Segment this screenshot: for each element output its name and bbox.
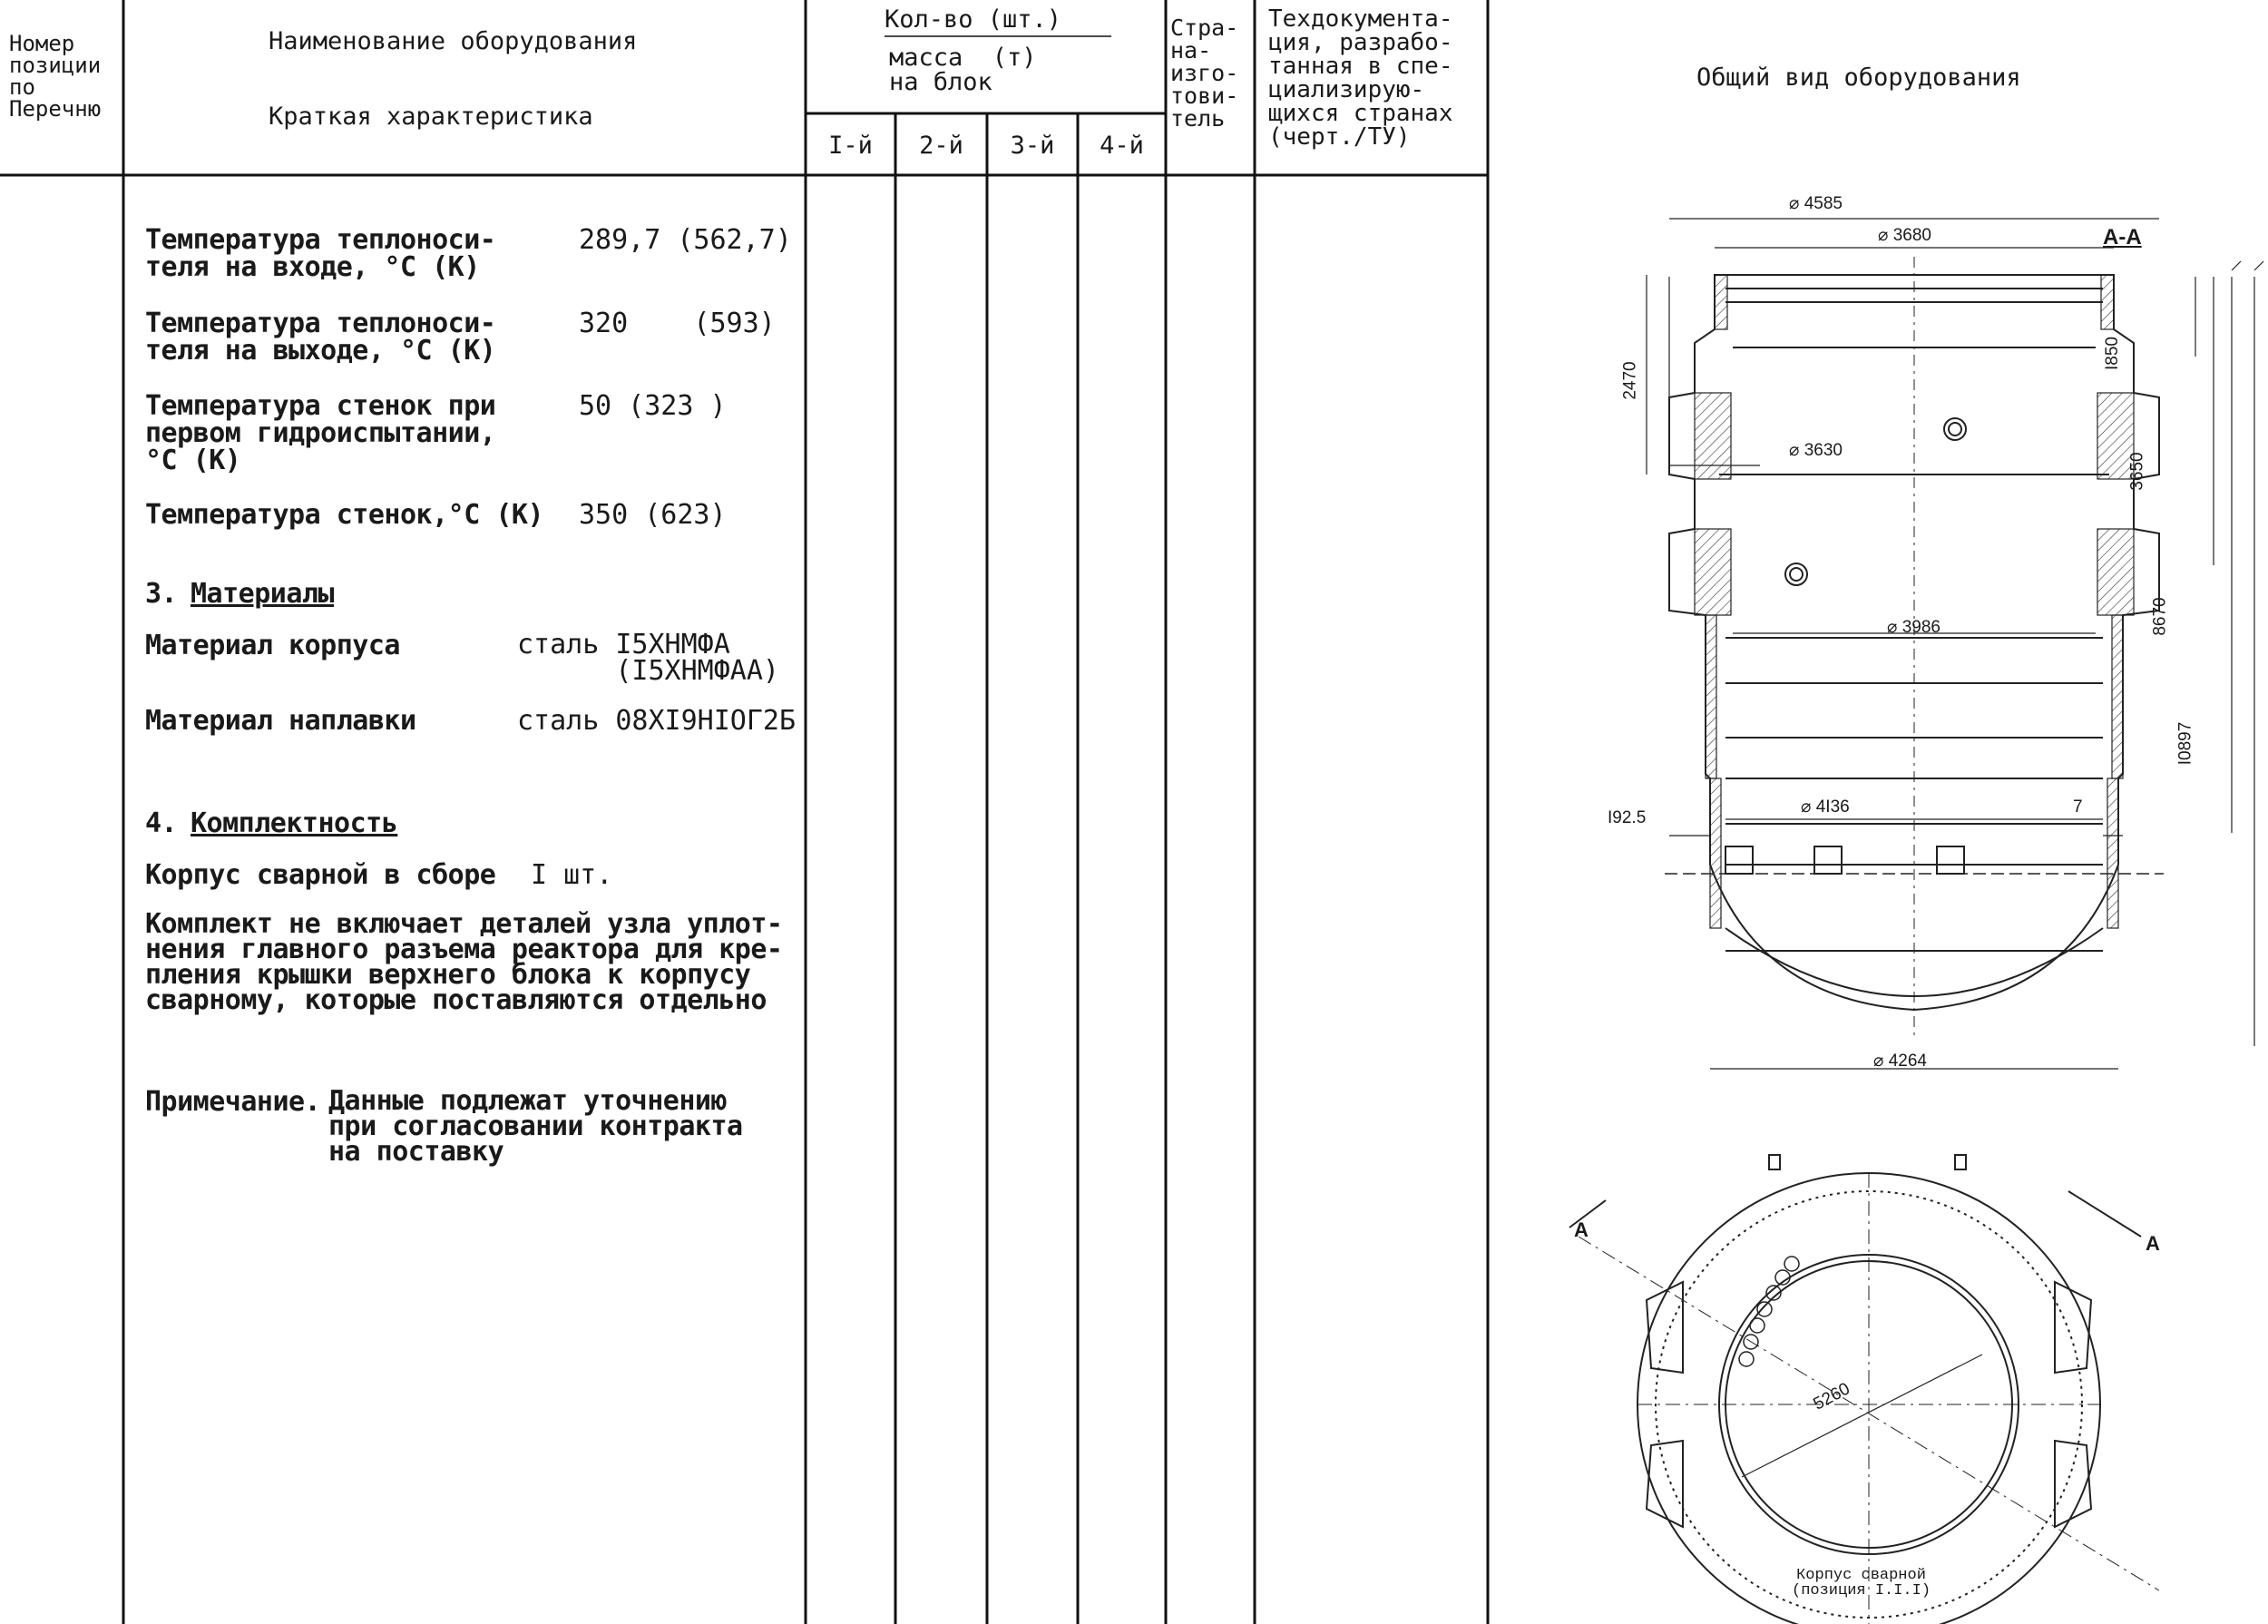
header-equipment-name: Наименование оборудования <box>269 27 638 55</box>
dim-d4136: ⌀ 4I36 <box>1801 797 1850 817</box>
section-label: A-A <box>2103 225 2142 249</box>
material-cladding-label: Материал наплавки <box>145 705 416 737</box>
spec-label-hydrotest-temp: Температура стенок при первом гидроиспытании, °C (K) <box>145 390 496 476</box>
remark-text: Данные подлежат уточнению при согласовании контракта на поставку <box>328 1085 743 1168</box>
material-body-label: Материал корпуса <box>145 630 400 661</box>
completeness-heading: Комплектность <box>191 807 398 839</box>
dim-d4264: ⌀ 4264 <box>1873 1052 1927 1071</box>
dim-r5260: 5260 <box>1810 1379 1853 1414</box>
cut-label-right: A <box>2146 1232 2160 1255</box>
material-cladding-value: сталь 08XI9HIOГ2Б <box>517 705 797 737</box>
header-unit-3: 3-й <box>1010 132 1055 160</box>
header-unit-1: I-й <box>828 132 873 160</box>
spec-label-outlet-temp: Температура теплоноси- теля на выходе, °C (K) <box>145 308 496 367</box>
materials-number: 3. <box>145 578 178 610</box>
spec-value-inlet-temp: 289,7 (562,7) <box>579 224 792 256</box>
drawing-caption: Корпус сварной (позиция I.I.I) <box>1792 1567 1931 1600</box>
dim-h3650: 3650 <box>2127 452 2147 491</box>
dim-d3680: ⌀ 3680 <box>1878 226 1931 245</box>
completeness-note: Комплект не включает деталей узла уплот- нения главного разъема реактора для кре- пления крышки верхнего блока к корпусу сварному, которые поставляются отдельно <box>145 908 783 1016</box>
material-body-value: сталь I5XHMФA (I5XHMФAA) <box>517 629 779 687</box>
header-brief-characteristic: Краткая характеристика <box>269 103 593 131</box>
dim-w7: 7 <box>2073 797 2083 817</box>
dim-h10897: I0897 <box>2175 721 2195 766</box>
spec-label-inlet-temp: Температура теплоноси- теля на входе, °C (K) <box>145 224 496 283</box>
header-techdoc: Техдокумента- ция, разрабо- танная в спе- циализирую- щихся странах (черт./ТУ) <box>1268 5 1453 151</box>
dim-h8670: 8670 <box>2150 597 2170 636</box>
header-mass-per-unit: масса (т) на блок <box>889 44 1037 96</box>
header-quantity: Кол-во (шт.) <box>885 5 1062 34</box>
completeness-item-qty: I шт. <box>531 859 613 891</box>
spec-value-outlet-temp: 320 (593) <box>579 308 776 339</box>
dim-w1925: I92.5 <box>1608 808 1647 827</box>
spec-value-wall-temp: 350 (623) <box>579 499 727 531</box>
header-country: Стра- на- изго- тови- тель <box>1170 15 1239 132</box>
spec-value-hydrotest-temp: 50 (323 ) <box>579 390 727 422</box>
dim-d3986: ⌀ 3986 <box>1887 618 1941 637</box>
remark-label: Примечание. <box>145 1086 321 1118</box>
dim-h2470: 2470 <box>1620 361 1640 400</box>
vessel-drawing <box>1488 175 2268 1624</box>
dim-h1850: I850 <box>2102 337 2122 370</box>
spec-label-wall-temp: Температура стенок,°C (K) <box>145 499 544 531</box>
dim-d3630: ⌀ 3630 <box>1789 441 1843 460</box>
completeness-number: 4. <box>145 807 178 839</box>
dim-d4585: ⌀ 4585 <box>1789 194 1843 213</box>
header-general-view: Общий вид оборудования <box>1696 64 2021 92</box>
cut-label-left: A <box>1574 1218 1589 1241</box>
header-unit-2: 2-й <box>919 132 963 160</box>
header-position-number: Номер позиции по Перечню <box>9 31 102 122</box>
header-unit-4: 4-й <box>1100 132 1144 160</box>
completeness-item: Корпус сварной в сборе <box>145 859 496 891</box>
materials-heading: Материалы <box>191 578 335 610</box>
